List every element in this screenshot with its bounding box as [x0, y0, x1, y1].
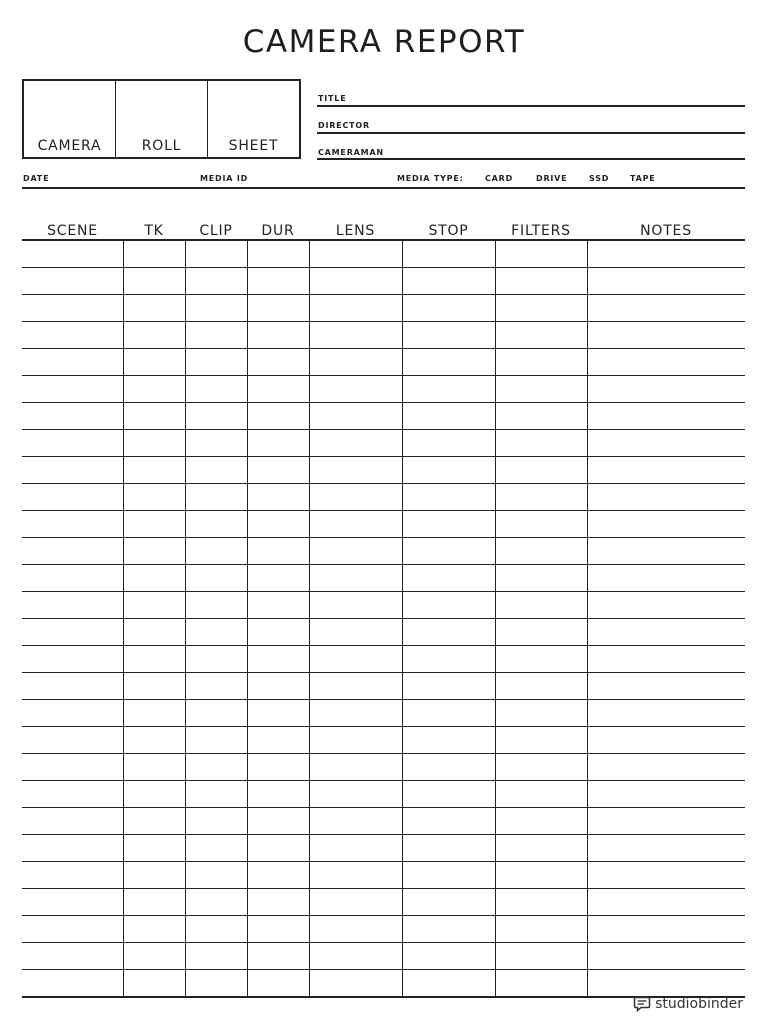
cell-filters[interactable] [495, 322, 587, 349]
cell-dur[interactable] [247, 781, 309, 808]
cell-clip[interactable] [185, 430, 247, 457]
cell-stop[interactable] [402, 646, 495, 673]
cell-scene[interactable] [22, 619, 123, 646]
cell-lens[interactable] [309, 646, 402, 673]
cell-lens[interactable] [309, 403, 402, 430]
cell-filters[interactable] [495, 376, 587, 403]
cell-scene[interactable] [22, 565, 123, 592]
media-id-label: MEDIA ID [200, 174, 249, 183]
cell-scene[interactable] [22, 646, 123, 673]
cell-stop[interactable] [402, 889, 495, 916]
cell-scene[interactable] [22, 538, 123, 565]
cell-notes[interactable] [587, 376, 745, 403]
cell-lens[interactable] [309, 808, 402, 835]
cell-tk[interactable] [123, 673, 185, 700]
table-row [22, 484, 745, 511]
cell-scene[interactable] [22, 808, 123, 835]
cell-lens[interactable] [309, 565, 402, 592]
cell-dur[interactable] [247, 484, 309, 511]
cell-tk[interactable] [123, 781, 185, 808]
cell-filters[interactable] [495, 349, 587, 376]
cell-scene[interactable] [22, 700, 123, 727]
cell-dur[interactable] [247, 322, 309, 349]
cell-stop[interactable] [402, 592, 495, 619]
cell-dur[interactable] [247, 808, 309, 835]
cell-tk[interactable] [123, 700, 185, 727]
cell-clip[interactable] [185, 646, 247, 673]
cell-scene[interactable] [22, 322, 123, 349]
table-row [22, 646, 745, 673]
cameraman-label: CAMERAMAN [318, 148, 384, 157]
cell-lens[interactable] [309, 862, 402, 889]
cell-stop[interactable] [402, 808, 495, 835]
cell-filters[interactable] [495, 592, 587, 619]
cell-lens[interactable] [309, 619, 402, 646]
cell-dur[interactable] [247, 538, 309, 565]
cell-notes[interactable] [587, 943, 745, 970]
cell-tk[interactable] [123, 970, 185, 998]
cell-tk[interactable] [123, 322, 185, 349]
cell-stop[interactable] [402, 754, 495, 781]
cameraman-field[interactable] [317, 158, 745, 160]
cell-scene[interactable] [22, 268, 123, 295]
cell-tk[interactable] [123, 403, 185, 430]
table-row [22, 727, 745, 754]
cell-lens[interactable] [309, 592, 402, 619]
table-row [22, 808, 745, 835]
column-header-filters: FILTERS [495, 220, 587, 240]
cell-filters[interactable] [495, 808, 587, 835]
cell-scene[interactable] [22, 943, 123, 970]
cell-clip[interactable] [185, 349, 247, 376]
cell-filters[interactable] [495, 916, 587, 943]
cell-tk[interactable] [123, 538, 185, 565]
cell-tk[interactable] [123, 862, 185, 889]
cell-clip[interactable] [185, 403, 247, 430]
table-row [22, 862, 745, 889]
cell-notes[interactable] [587, 403, 745, 430]
cell-clip[interactable] [185, 700, 247, 727]
cell-notes[interactable] [587, 268, 745, 295]
cell-clip[interactable] [185, 808, 247, 835]
camera-label: CAMERA [37, 138, 102, 154]
cell-tk[interactable] [123, 916, 185, 943]
brand-logo [633, 996, 743, 1012]
cell-filters[interactable] [495, 268, 587, 295]
cell-scene[interactable] [22, 862, 123, 889]
cell-clip[interactable] [185, 889, 247, 916]
table-row [22, 322, 745, 349]
camera-roll-sheet-box [22, 79, 301, 159]
brand-name: studiobinder [655, 996, 743, 1012]
cell-stop[interactable] [402, 700, 495, 727]
cell-lens[interactable] [309, 754, 402, 781]
cell-filters[interactable] [495, 619, 587, 646]
cell-tk[interactable] [123, 565, 185, 592]
cell-tk[interactable] [123, 484, 185, 511]
cell-stop[interactable] [402, 943, 495, 970]
cell-clip[interactable] [185, 754, 247, 781]
cell-notes[interactable] [587, 970, 745, 998]
cell-lens[interactable] [309, 240, 402, 268]
cell-scene[interactable] [22, 673, 123, 700]
cell-stop[interactable] [402, 322, 495, 349]
cell-stop[interactable] [402, 295, 495, 322]
cell-lens[interactable] [309, 781, 402, 808]
table-row [22, 430, 745, 457]
cell-dur[interactable] [247, 403, 309, 430]
cell-scene[interactable] [22, 511, 123, 538]
table-row [22, 916, 745, 943]
cell-filters[interactable] [495, 403, 587, 430]
sheet-label: SHEET [228, 138, 279, 154]
cell-lens[interactable] [309, 673, 402, 700]
cell-tk[interactable] [123, 754, 185, 781]
cell-scene[interactable] [22, 457, 123, 484]
cell-clip[interactable] [185, 268, 247, 295]
media-type-label: MEDIA TYPE: [397, 174, 464, 183]
cell-clip[interactable] [185, 484, 247, 511]
cell-notes[interactable] [587, 619, 745, 646]
table-row [22, 349, 745, 376]
table-row [22, 511, 745, 538]
cell-dur[interactable] [247, 376, 309, 403]
cell-stop[interactable] [402, 727, 495, 754]
column-header-scene: SCENE [22, 220, 123, 240]
cell-dur[interactable] [247, 754, 309, 781]
table-row [22, 835, 745, 862]
cell-notes[interactable] [587, 538, 745, 565]
cell-notes[interactable] [587, 430, 745, 457]
cell-notes[interactable] [587, 646, 745, 673]
media-option-ssd[interactable]: SSD [589, 174, 610, 183]
cell-lens[interactable] [309, 430, 402, 457]
cell-clip[interactable] [185, 240, 247, 268]
cell-notes[interactable] [587, 457, 745, 484]
cell-notes[interactable] [587, 484, 745, 511]
cell-lens[interactable] [309, 376, 402, 403]
cell-scene[interactable] [22, 970, 123, 998]
cell-filters[interactable] [495, 565, 587, 592]
cell-scene[interactable] [22, 592, 123, 619]
cell-stop[interactable] [402, 484, 495, 511]
cell-dur[interactable] [247, 700, 309, 727]
cell-filters[interactable] [495, 700, 587, 727]
cell-notes[interactable] [587, 781, 745, 808]
table-row [22, 970, 745, 998]
table-body [22, 240, 745, 997]
date-label: DATE [23, 174, 50, 183]
cell-dur[interactable] [247, 943, 309, 970]
cell-lens[interactable] [309, 943, 402, 970]
cell-notes[interactable] [587, 511, 745, 538]
cell-dur[interactable] [247, 295, 309, 322]
cell-clip[interactable] [185, 781, 247, 808]
table-row [22, 700, 745, 727]
cell-notes[interactable] [587, 862, 745, 889]
cell-scene[interactable] [22, 754, 123, 781]
media-option-tape[interactable]: TAPE [630, 174, 656, 183]
cell-clip[interactable] [185, 970, 247, 998]
cell-dur[interactable] [247, 916, 309, 943]
cell-filters[interactable] [495, 727, 587, 754]
cell-filters[interactable] [495, 835, 587, 862]
cell-lens[interactable] [309, 511, 402, 538]
cell-clip[interactable] [185, 295, 247, 322]
cell-filters[interactable] [495, 538, 587, 565]
cell-filters[interactable] [495, 889, 587, 916]
cell-notes[interactable] [587, 916, 745, 943]
cell-tk[interactable] [123, 727, 185, 754]
table-row [22, 592, 745, 619]
cell-stop[interactable] [402, 457, 495, 484]
cell-tk[interactable] [123, 592, 185, 619]
cell-stop[interactable] [402, 970, 495, 998]
cell-stop[interactable] [402, 916, 495, 943]
cell-notes[interactable] [587, 295, 745, 322]
cell-dur[interactable] [247, 862, 309, 889]
cell-clip[interactable] [185, 916, 247, 943]
column-header-clip: CLIP [185, 220, 247, 240]
cell-lens[interactable] [309, 268, 402, 295]
table-row [22, 673, 745, 700]
cell-lens[interactable] [309, 700, 402, 727]
table-row [22, 240, 745, 268]
cell-lens[interactable] [309, 322, 402, 349]
cell-lens[interactable] [309, 457, 402, 484]
sheet-field[interactable] [208, 81, 299, 157]
cell-notes[interactable] [587, 565, 745, 592]
cell-stop[interactable] [402, 781, 495, 808]
cell-stop[interactable] [402, 538, 495, 565]
cell-filters[interactable] [495, 754, 587, 781]
cell-stop[interactable] [402, 268, 495, 295]
cell-stop[interactable] [402, 403, 495, 430]
cell-dur[interactable] [247, 511, 309, 538]
cell-clip[interactable] [185, 592, 247, 619]
cell-stop[interactable] [402, 619, 495, 646]
roll-label: ROLL [141, 138, 182, 154]
cell-dur[interactable] [247, 889, 309, 916]
cell-dur[interactable] [247, 457, 309, 484]
cell-clip[interactable] [185, 565, 247, 592]
cell-dur[interactable] [247, 970, 309, 998]
cell-stop[interactable] [402, 862, 495, 889]
title-field[interactable] [317, 105, 745, 107]
cell-tk[interactable] [123, 619, 185, 646]
cell-dur[interactable] [247, 619, 309, 646]
cell-notes[interactable] [587, 240, 745, 268]
table-row [22, 268, 745, 295]
cell-clip[interactable] [185, 727, 247, 754]
camera-field[interactable] [24, 81, 116, 157]
cell-dur[interactable] [247, 240, 309, 268]
cell-notes[interactable] [587, 349, 745, 376]
cell-tk[interactable] [123, 646, 185, 673]
cell-filters[interactable] [495, 295, 587, 322]
cell-clip[interactable] [185, 538, 247, 565]
cell-filters[interactable] [495, 673, 587, 700]
cell-clip[interactable] [185, 862, 247, 889]
table-row [22, 295, 745, 322]
page-title: CAMERA REPORT [242, 24, 526, 60]
director-field[interactable] [317, 132, 745, 134]
cell-notes[interactable] [587, 592, 745, 619]
cell-scene[interactable] [22, 403, 123, 430]
cell-filters[interactable] [495, 457, 587, 484]
cell-tk[interactable] [123, 889, 185, 916]
table-row [22, 376, 745, 403]
cell-lens[interactable] [309, 484, 402, 511]
cell-tk[interactable] [123, 511, 185, 538]
cell-scene[interactable] [22, 781, 123, 808]
cell-stop[interactable] [402, 430, 495, 457]
cell-notes[interactable] [587, 808, 745, 835]
cell-filters[interactable] [495, 511, 587, 538]
table-row [22, 619, 745, 646]
shot-log-table [22, 220, 745, 998]
cell-tk[interactable] [123, 295, 185, 322]
cell-clip[interactable] [185, 835, 247, 862]
media-info-row [22, 172, 745, 189]
cell-scene[interactable] [22, 916, 123, 943]
cell-notes[interactable] [587, 889, 745, 916]
cell-filters[interactable] [495, 862, 587, 889]
cell-clip[interactable] [185, 619, 247, 646]
column-header-stop: STOP [402, 220, 495, 240]
cell-tk[interactable] [123, 835, 185, 862]
table-row [22, 403, 745, 430]
cell-filters[interactable] [495, 646, 587, 673]
table-row [22, 754, 745, 781]
cell-lens[interactable] [309, 916, 402, 943]
cell-clip[interactable] [185, 943, 247, 970]
cell-lens[interactable] [309, 727, 402, 754]
cell-notes[interactable] [587, 673, 745, 700]
cell-scene[interactable] [22, 889, 123, 916]
cell-filters[interactable] [495, 484, 587, 511]
cell-lens[interactable] [309, 295, 402, 322]
cell-dur[interactable] [247, 592, 309, 619]
cell-tk[interactable] [123, 943, 185, 970]
cell-tk[interactable] [123, 240, 185, 268]
cell-scene[interactable] [22, 240, 123, 268]
cell-dur[interactable] [247, 349, 309, 376]
cell-filters[interactable] [495, 943, 587, 970]
cell-stop[interactable] [402, 511, 495, 538]
cell-scene[interactable] [22, 727, 123, 754]
cell-filters[interactable] [495, 970, 587, 998]
table-row [22, 538, 745, 565]
column-header-notes: NOTES [587, 220, 745, 240]
cell-notes[interactable] [587, 700, 745, 727]
cell-scene[interactable] [22, 835, 123, 862]
cell-dur[interactable] [247, 268, 309, 295]
column-header-dur: DUR [247, 220, 309, 240]
cell-lens[interactable] [309, 538, 402, 565]
cell-stop[interactable] [402, 673, 495, 700]
cell-tk[interactable] [123, 376, 185, 403]
cell-lens[interactable] [309, 970, 402, 998]
table-row [22, 943, 745, 970]
cell-tk[interactable] [123, 268, 185, 295]
table-row [22, 781, 745, 808]
cell-lens[interactable] [309, 349, 402, 376]
cell-scene[interactable] [22, 484, 123, 511]
cell-clip[interactable] [185, 673, 247, 700]
cell-stop[interactable] [402, 349, 495, 376]
cell-stop[interactable] [402, 565, 495, 592]
media-option-drive[interactable]: DRIVE [536, 174, 568, 183]
cell-stop[interactable] [402, 376, 495, 403]
cell-clip[interactable] [185, 322, 247, 349]
table-row [22, 457, 745, 484]
cell-notes[interactable] [587, 835, 745, 862]
cell-tk[interactable] [123, 430, 185, 457]
cell-stop[interactable] [402, 835, 495, 862]
table-header-row [22, 220, 745, 240]
cell-lens[interactable] [309, 835, 402, 862]
cell-tk[interactable] [123, 349, 185, 376]
speech-bubble-icon [633, 996, 651, 1012]
cell-dur[interactable] [247, 727, 309, 754]
cell-scene[interactable] [22, 295, 123, 322]
cell-filters[interactable] [495, 430, 587, 457]
cell-filters[interactable] [495, 781, 587, 808]
column-header-lens: LENS [309, 220, 402, 240]
cell-notes[interactable] [587, 754, 745, 781]
director-label: DIRECTOR [318, 121, 370, 130]
cell-notes[interactable] [587, 322, 745, 349]
cell-scene[interactable] [22, 349, 123, 376]
column-header-tk: TK [123, 220, 185, 240]
cell-dur[interactable] [247, 565, 309, 592]
cell-lens[interactable] [309, 889, 402, 916]
cell-dur[interactable] [247, 835, 309, 862]
cell-clip[interactable] [185, 511, 247, 538]
title-label: TITLE [318, 94, 347, 103]
cell-dur[interactable] [247, 673, 309, 700]
cell-dur[interactable] [247, 646, 309, 673]
table-row [22, 889, 745, 916]
cell-tk[interactable] [123, 457, 185, 484]
media-option-card[interactable]: CARD [485, 174, 514, 183]
cell-tk[interactable] [123, 808, 185, 835]
cell-scene[interactable] [22, 376, 123, 403]
table-row [22, 565, 745, 592]
cell-clip[interactable] [185, 457, 247, 484]
cell-scene[interactable] [22, 430, 123, 457]
cell-dur[interactable] [247, 430, 309, 457]
cell-notes[interactable] [587, 727, 745, 754]
cell-filters[interactable] [495, 240, 587, 268]
cell-stop[interactable] [402, 240, 495, 268]
roll-field[interactable] [116, 81, 208, 157]
cell-clip[interactable] [185, 376, 247, 403]
